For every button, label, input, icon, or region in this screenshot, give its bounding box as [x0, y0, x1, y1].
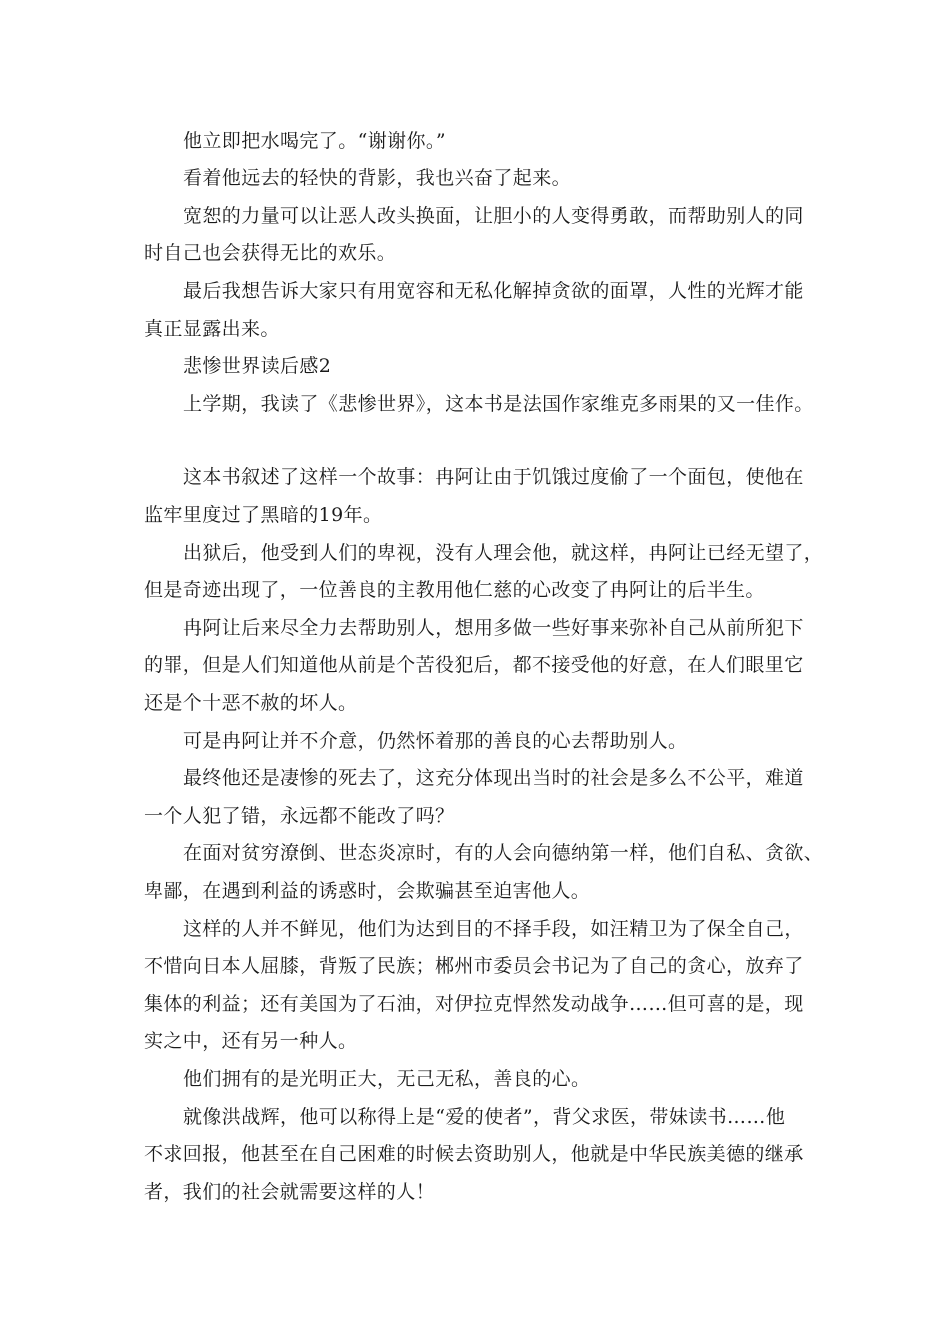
text-line: 上学期，我读了《悲惨世界》，这本书是法国作家维克多雨果的又一佳作。 [183, 393, 814, 415]
text-line: 集体的利益；还有美国为了石油，对伊拉克悍然发动战争……但可喜的是，现 [144, 993, 804, 1015]
text-line: 不求回报，他甚至在自己困难的时候去资助别人，他就是中华民族美德的继承 [144, 1143, 804, 1165]
text-line: 但是奇迹出现了，一位善良的主教用他仁慈的心改变了冉阿让的后半生。 [144, 579, 765, 601]
text-line: 最终他还是凄惨的死去了，这充分体现出当时的社会是多么不公平，难道 [183, 767, 804, 789]
text-line: 一个人犯了错，永远都不能改了吗？ [144, 805, 455, 827]
text-line: 还是个十恶不赦的坏人。 [144, 692, 358, 714]
text-line: 他立即把水喝完了。“谢谢你。” [183, 130, 446, 152]
text-line: 者，我们的社会就需要这样的人！ [144, 1181, 436, 1203]
text-line: 监牢里度过了黑暗的19年。 [144, 504, 383, 526]
text-line: 真正显露出来。 [144, 318, 280, 340]
text-line: 冉阿让后来尽全力去帮助别人，想用多做一些好事来弥补自己从前所犯下 [183, 617, 804, 639]
text-line: 最后我想告诉大家只有用宽容和无私化解掉贪欲的面罩，人性的光辉才能 [183, 280, 804, 302]
text-line: 这样的人并不鲜见，他们为达到目的不择手段，如汪精卫为了保全自己， [183, 918, 804, 940]
section-title: 悲惨世界读后感2 [183, 355, 332, 377]
text-line: 宽恕的力量可以让恶人改头换面，让胆小的人变得勇敢，而帮助别人的同 [183, 205, 804, 227]
text-line: 实之中，还有另一种人。 [144, 1030, 358, 1052]
text-line: 可是冉阿让并不介意，仍然怀着那的善良的心去帮助别人。 [183, 730, 688, 752]
text-line: 他们拥有的是光明正大，无己无私，善良的心。 [183, 1068, 591, 1090]
text-line: 在面对贫穷潦倒、世态炎凉时，有的人会向德纳第一样，他们自私、贪欲、 [183, 842, 824, 864]
text-line: 不惜向日本人屈膝，背叛了民族；郴州市委员会书记为了自己的贪心，放弃了 [144, 955, 804, 977]
text-line: 这本书叙述了这样一个故事：冉阿让由于饥饿过度偷了一个面包，使他在 [183, 466, 804, 488]
text-line: 就像洪战辉，他可以称得上是“爱的使者”，背父求医，带妹读书……他 [183, 1106, 786, 1128]
text-line: 时自己也会获得无比的欢乐。 [144, 242, 397, 264]
text-line: 看着他远去的轻快的背影，我也兴奋了起来。 [183, 167, 572, 189]
text-line: 卑鄙，在遇到利益的诱惑时，会欺骗甚至迫害他人。 [144, 880, 591, 902]
text-line: 出狱后，他受到人们的卑视，没有人理会他，就这样，冉阿让已经无望了， [183, 542, 824, 564]
text-line: 的罪，但是人们知道他从前是个苦役犯后，都不接受他的好意，在人们眼里它 [144, 654, 804, 676]
